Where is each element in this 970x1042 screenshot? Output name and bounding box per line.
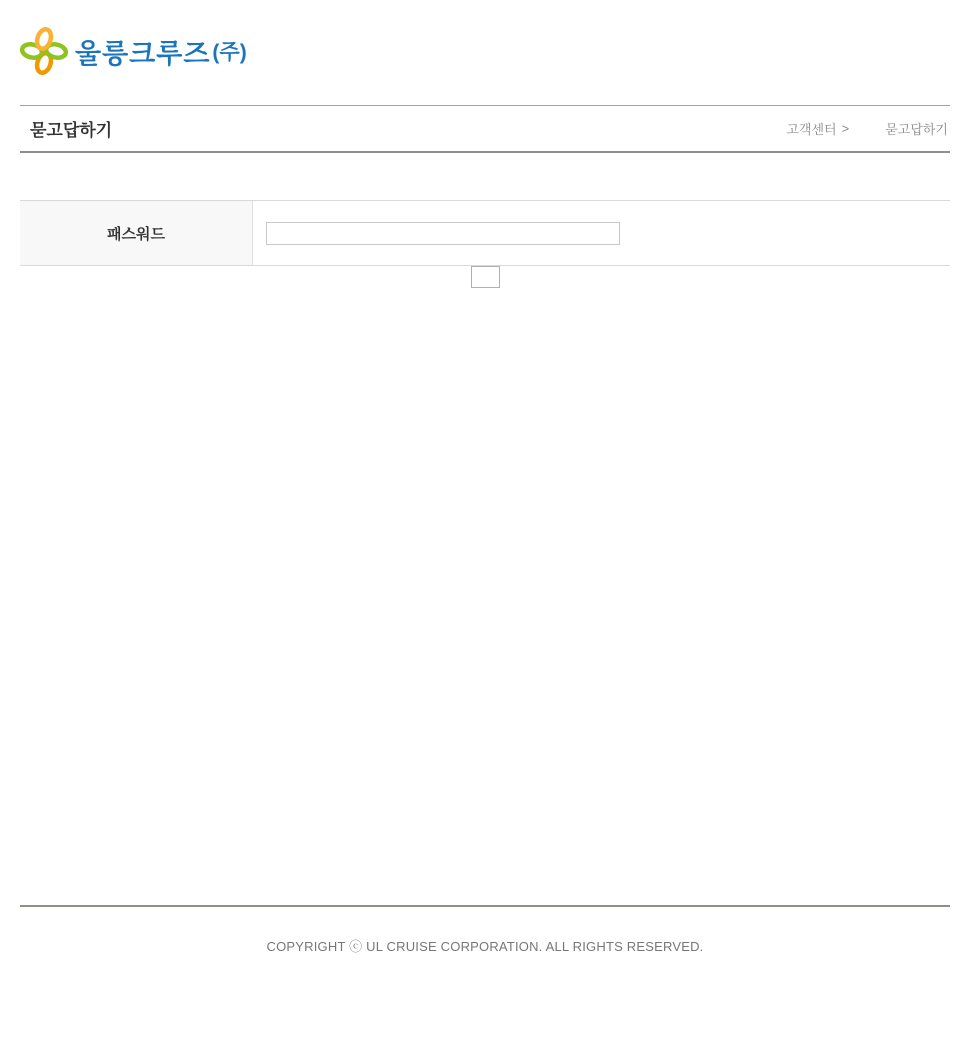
page-container [20,0,950,956]
password-label: 패스워드 [107,225,165,243]
breadcrumb [786,119,948,138]
password-input-cell [253,201,950,265]
logo[interactable] [20,27,247,75]
password-form-table [20,200,950,266]
footer [20,905,950,956]
breadcrumb-parent-link[interactable]: 고객센터 [786,122,837,137]
breadcrumb-current[interactable]: 묻고답하기 [885,122,948,137]
logo-text [75,32,247,71]
submit-button[interactable] [471,266,500,288]
header [20,0,950,105]
button-row [20,266,950,288]
flower-pinwheel-icon [20,27,68,75]
page-title: 묻고답하기 [30,121,113,140]
breadcrumb-separator: > [841,121,850,136]
password-label-cell [20,201,253,265]
password-input[interactable] [266,222,620,245]
title-bar [20,105,950,153]
logo-company-suffix: (주) [212,41,247,64]
logo-company-name: 울릉크루즈 [75,38,211,69]
copyright-text: COPYRIGHT ⓒ UL CRUISE CORPORATION. ALL RIGHTS RESERVED. [266,939,704,954]
